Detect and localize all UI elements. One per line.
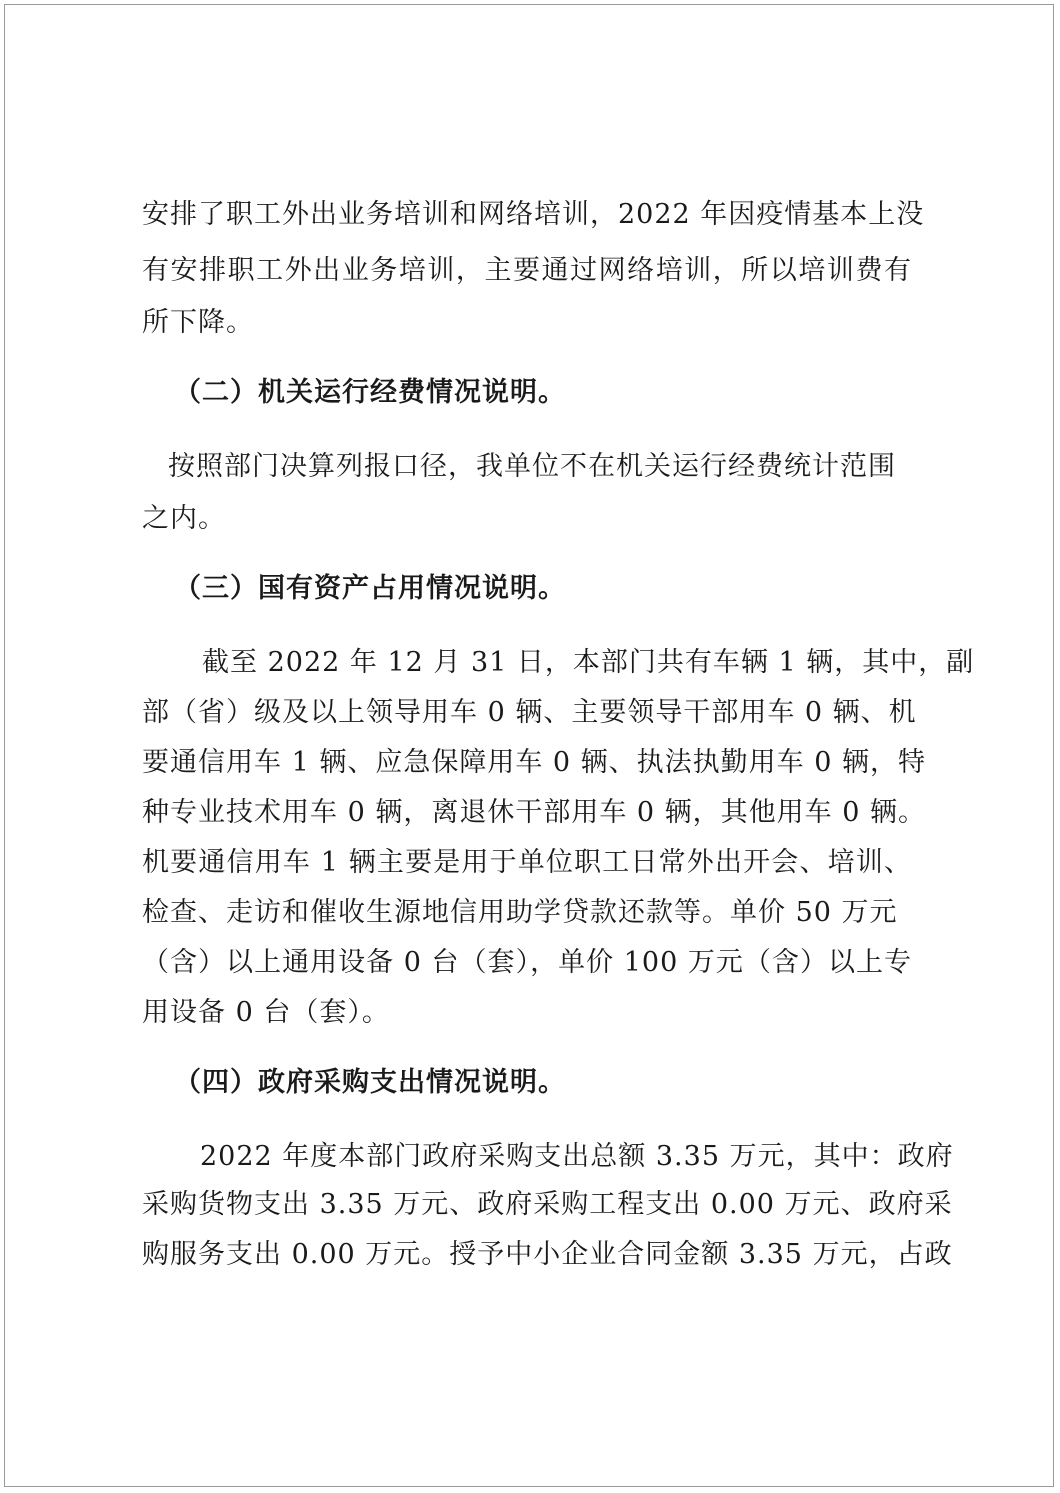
body-line: 安排了职工外出业务培训和网络培训，2022 年因疫情基本上没	[142, 199, 925, 230]
body-line: 所下降。	[142, 307, 254, 338]
body-line: 检查、走访和催收生源地信用助学贷款还款等。单价 50 万元	[142, 897, 898, 928]
body-line: 种专业技术用车 0 辆，离退休干部用车 0 辆，其他用车 0 辆。	[142, 797, 927, 828]
body-line: 机要通信用车 1 辆主要是用于单位职工日常外出开会、培训、	[142, 847, 912, 878]
body-line: 采购货物支出 3.35 万元、政府采购工程支出 0.00 万元、政府采	[142, 1189, 953, 1220]
section-heading-3: （三）国有资产占用情况说明。	[174, 573, 566, 604]
body-line: 有安排职工外出业务培训，主要通过网络培训，所以培训费有	[142, 255, 912, 286]
section-heading-2: （二）机关运行经费情况说明。	[174, 377, 566, 408]
body-line: 购服务支出 0.00 万元。授予中小企业合同金额 3.35 万元，占政	[142, 1239, 953, 1270]
body-line: 截至 2022 年 12 月 31 日，本部门共有车辆 1 辆，其中，副	[202, 647, 975, 678]
body-line: 按照部门决算列报口径，我单位不在机关运行经费统计范围	[168, 451, 896, 482]
body-line: （含）以上通用设备 0 台（套），单价 100 万元（含）以上专	[142, 947, 912, 978]
body-line: 部（省）级及以上领导用车 0 辆、主要领导干部用车 0 辆、机	[142, 697, 917, 728]
body-line: 要通信用车 1 辆、应急保障用车 0 辆、执法执勤用车 0 辆，特	[142, 747, 927, 778]
section-heading-4: （四）政府采购支出情况说明。	[174, 1067, 566, 1098]
body-line: 之内。	[142, 503, 226, 534]
body-line: 2022 年度本部门政府采购支出总额 3.35 万元，其中：政府	[200, 1141, 954, 1172]
body-line: 用设备 0 台（套）。	[142, 997, 390, 1028]
